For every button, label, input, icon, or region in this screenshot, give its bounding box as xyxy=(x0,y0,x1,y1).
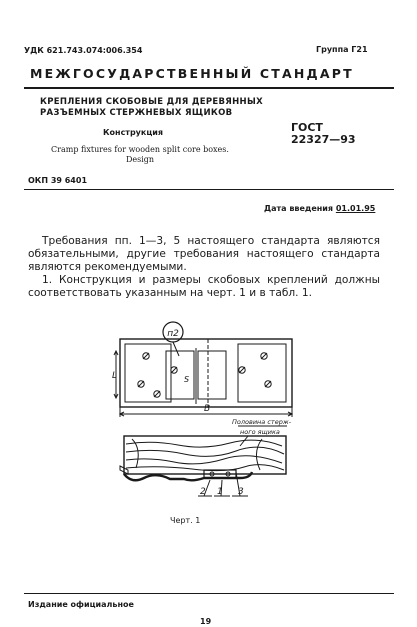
document-subtitle: Конструкция xyxy=(103,128,163,137)
figure-caption: Черт. 1 xyxy=(170,516,201,525)
title-line-1: КРЕПЛЕНИЯ СКОБОВЫЕ ДЛЯ ДЕРЕВЯННЫХ xyxy=(40,97,263,107)
screw-holes xyxy=(138,353,271,397)
intro-date xyxy=(264,204,375,213)
standard-banner: МЕЖГОСУДАРСТВЕННЫЙ СТАНДАРТ xyxy=(30,66,354,81)
gost-number: 22327—93 xyxy=(291,133,356,146)
edition-note: Издание официальное xyxy=(28,600,134,609)
english-title-line-2: Design xyxy=(125,155,155,164)
leader-2: 2 xyxy=(200,487,206,497)
section-note-line-2: ного ящика xyxy=(240,428,280,436)
section-note-line-1: Половина стерж- xyxy=(232,418,292,426)
page-number: 19 xyxy=(200,617,212,626)
footer-rule xyxy=(24,593,394,594)
group-label: Группа Г21 xyxy=(316,45,368,54)
dimension-b: B xyxy=(204,404,211,414)
dimension-s: S xyxy=(184,375,190,384)
document-title xyxy=(40,97,263,119)
callout-label: п2 xyxy=(167,329,179,339)
intro-date-value: 01.01.95 xyxy=(335,204,376,213)
technical-drawing xyxy=(112,318,302,504)
english-title-line-1: Cramp fixtures for wooden split core boxes. xyxy=(51,145,229,154)
gost-label: ГОСТ xyxy=(291,121,323,134)
paragraph-2: 1. Конструкция и размеры скобовых креплений должны соответствовать указанным на черт. 1 и в табл. 1. xyxy=(28,274,380,299)
top-view xyxy=(112,339,292,417)
header-rule xyxy=(24,189,394,190)
intro-date-label: Дата введения xyxy=(264,204,334,213)
title-line-2: РАЗЪЕМНЫХ СТЕРЖНЕВЫХ ЯЩИКОВ xyxy=(40,108,233,118)
body-text xyxy=(28,235,380,300)
side-view xyxy=(120,436,286,480)
leader-1: 1 xyxy=(217,487,223,497)
gost-block xyxy=(291,122,356,146)
banner-rule xyxy=(24,87,394,89)
dimension-l: L xyxy=(112,371,118,381)
leader-3: 3 xyxy=(238,487,244,497)
section-note xyxy=(232,418,292,446)
okp-code: ОКП 39 6401 xyxy=(28,176,88,185)
leader-lines xyxy=(198,472,248,497)
paragraph-1: Требования пп. 1—3, 5 настоящего стандарта являются обязательными, другие требования настоящего стандарта являются рекомендуемыми. xyxy=(28,235,380,273)
english-title xyxy=(40,145,240,165)
udk-code: УДК 621.743.074:006.354 xyxy=(24,46,143,55)
